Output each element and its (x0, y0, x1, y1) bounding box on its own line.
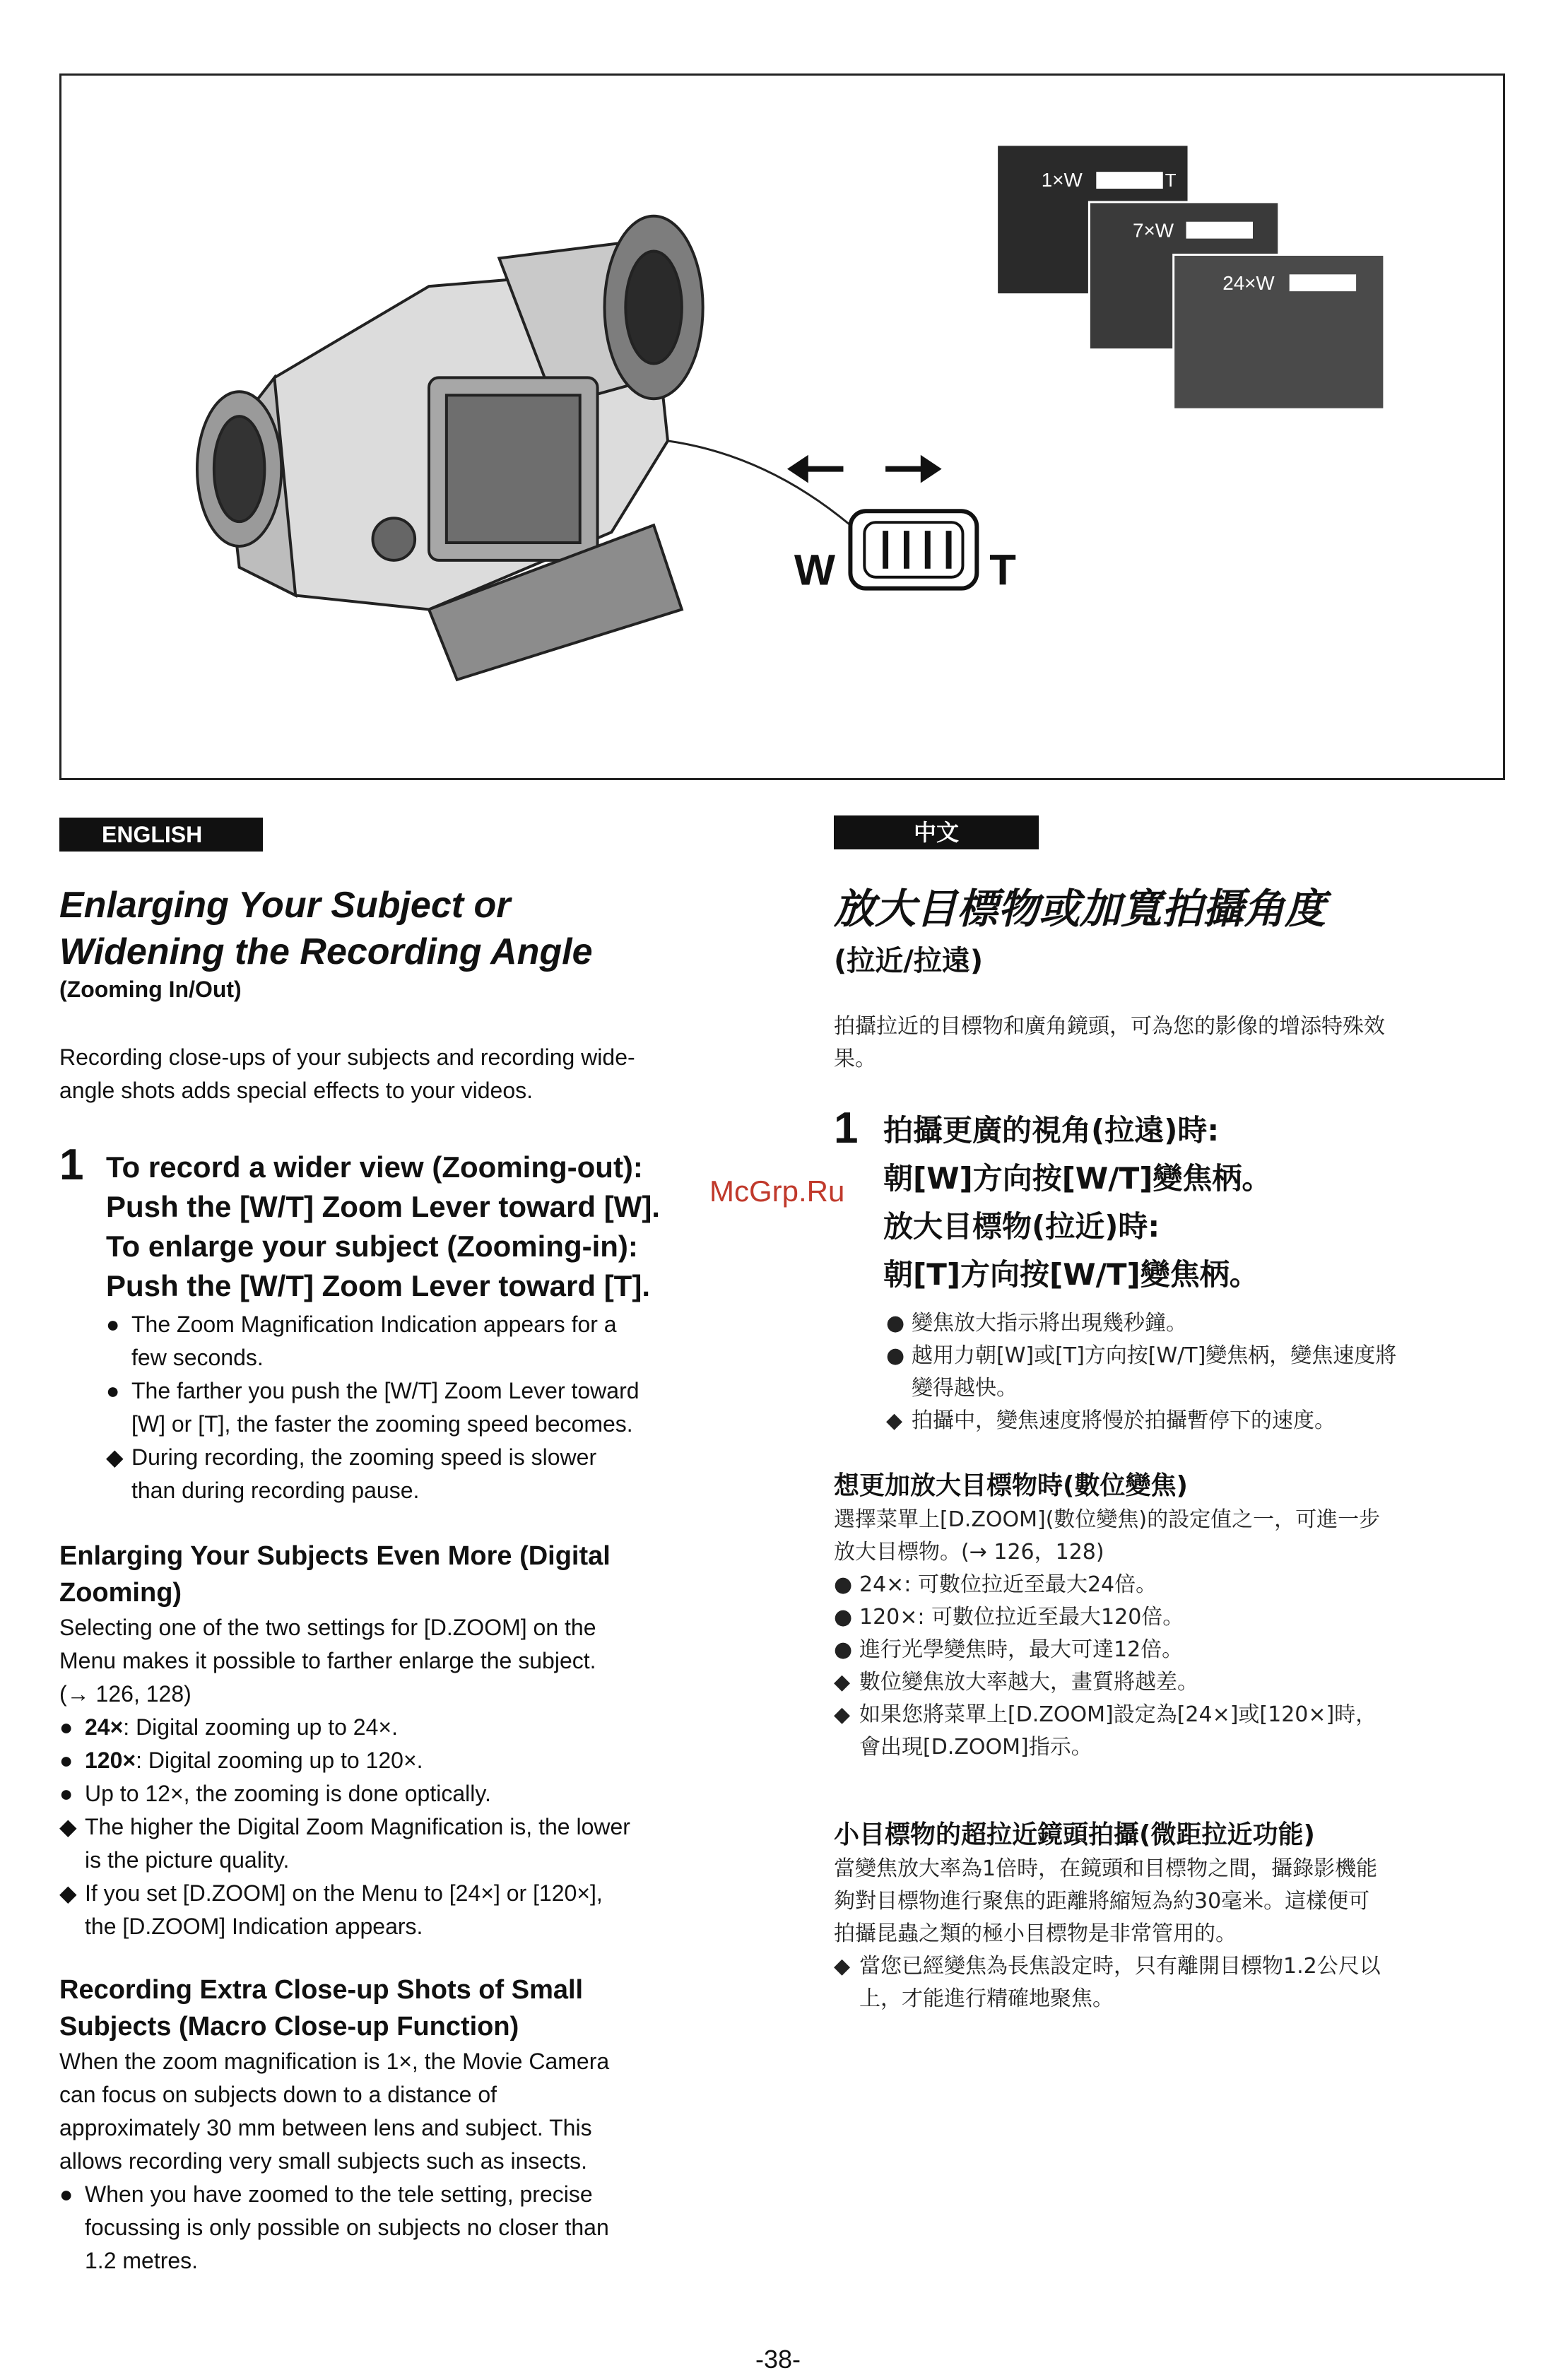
chinese-macro-body-line3: 拍攝昆蟲之類的極小目標物是非常管用的。 (834, 1921, 1237, 1946)
chinese-step-line2: 朝[W]方向按[W/T]變焦柄。 (883, 1161, 1272, 1196)
digital-zoom-heading-line2: Zooming) (59, 1578, 182, 1608)
chinese-step-line4: 朝[T]方向按[W/T]變焦柄。 (883, 1257, 1259, 1292)
english-step-number: 1 (59, 1141, 84, 1189)
camera-illustration (59, 73, 1505, 780)
english-intro (59, 1041, 738, 1107)
list-item: ● 120×: 可數位拉近至最大120倍。 (834, 1605, 1184, 1630)
chinese-intro-line2: 果。 (834, 1047, 876, 1071)
chinese-label: 中文 (913, 819, 959, 846)
digital-zoom-section (59, 1538, 738, 1943)
list-item: ● 24×: Digital zooming up to 24×. (59, 1714, 398, 1740)
macro-body-line4: allows recording very small subjects such as insects. (59, 2148, 587, 2174)
english-step-line2: Push the [W/T] Zoom Lever toward [W]. (106, 1190, 660, 1223)
chinese-intro (834, 1011, 1512, 1076)
digital-zoom-body-line1: Selecting one of the two settings for [D.ZOOM] on the (59, 1615, 596, 1640)
macro-heading-line1: Recording Extra Close-up Shots of Small (59, 1975, 584, 2005)
zoom-screens (998, 146, 1384, 409)
chinese-subtitle: (拉近/拉遠) (834, 945, 984, 977)
digital-zoom-heading-line1: Enlarging Your Subjects Even More (Digital (59, 1541, 611, 1571)
zoom-label-1x: 1×W (1041, 169, 1083, 192)
english-step-line3: To enlarge your subject (Zooming-in): (106, 1230, 638, 1263)
page-number: -38- (755, 2345, 801, 2374)
chinese-step-notes (883, 1307, 1512, 1437)
list-item: ● The Zoom Magnification Indication appears for a few seconds. (106, 1312, 617, 1370)
chinese-step-line1: 拍攝更廣的視角(拉遠)時: (883, 1113, 1220, 1148)
chinese-macro-body-line1: 當變焦放大率為1倍時，在鏡頭和目標物之間，攝錄影機能 (834, 1856, 1378, 1881)
chinese-section-bar (834, 815, 1039, 849)
lever-t-label: T (989, 546, 1016, 595)
list-item: ● 變焦放大指示將出現幾秒鐘。 (886, 1311, 1187, 1336)
lever-w-label: W (794, 546, 836, 595)
list-item: ◆ 當您已經變焦為長焦設定時，只有離開目標物1.2公尺以 上，才能進行精確地聚焦。 (834, 1954, 1381, 2011)
macro-heading-line2: Subjects (Macro Close-up Function) (59, 2012, 519, 2042)
macro-body-line2: can focus on subjects down to a distance of (59, 2082, 497, 2107)
english-subtitle: (Zooming In/Out) (59, 977, 242, 1002)
english-title-line1: Enlarging Your Subject or (59, 885, 511, 926)
english-step-instructions (106, 1148, 742, 1306)
english-section-bar (59, 818, 263, 852)
macro-section (59, 1972, 738, 2278)
english-step-notes (103, 1308, 739, 1507)
english-title-line2: Widening the Recording Angle (59, 931, 593, 972)
list-item: ● 越用力朝[W]或[T]方向按[W/T]變焦柄，變焦速度將 變得越快。 (886, 1343, 1397, 1401)
list-item: ◆ 數位變焦放大率越大，畫質將越差。 (834, 1670, 1198, 1695)
macro-body-line3: approximately 30 mm between lens and subject. This (59, 2115, 592, 2140)
list-item: ● 進行光學變焦時，最大可達12倍。 (834, 1637, 1184, 1662)
list-item: ◆ 如果您將菜單上[D.ZOOM]設定為[24×]或[120×]時， 會出現[D.ZOOM]指示。 (834, 1702, 1377, 1760)
english-label: ENGLISH (102, 822, 203, 847)
chinese-digital-section (834, 1468, 1512, 1764)
chinese-title-block (834, 883, 1512, 981)
digital-zoom-body-line2: Menu makes it possible to farther enlarge the subject. (59, 1648, 596, 1673)
list-item: ● 120×: Digital zooming up to 120×. (59, 1748, 423, 1773)
list-item: ● The farther you push the [W/T] Zoom Lever toward [W] or [T], the faster the zooming speed becomes. (106, 1378, 640, 1437)
english-intro-line1: Recording close-ups of your subjects and recording wide- (59, 1044, 635, 1070)
watermark: McGrp.Ru (709, 1174, 845, 1208)
list-item: ● 24×: 可數位拉近至最大24倍。 (834, 1572, 1157, 1597)
list-item: ◆ During recording, the zooming speed is slower than during recording pause. (106, 1444, 597, 1503)
english-step-line1: To record a wider view (Zooming-out): (106, 1150, 643, 1184)
macro-body-line1: When the zoom magnification is 1×, the Movie Camera (59, 2049, 610, 2074)
english-title-block (59, 882, 738, 1003)
list-item: ● When you have zoomed to the tele setting, precise focussing is only possible on subjects no closer than 1.2 metres. (59, 2181, 609, 2273)
chinese-macro-section (834, 1818, 1512, 2015)
chinese-digital-body-line1: 選擇菜單上[D.ZOOM](數位變焦)的設定值之一，可進一步 (834, 1507, 1381, 1532)
english-step-line4: Push the [W/T] Zoom Lever toward [T]. (106, 1269, 650, 1302)
chinese-macro-body-line2: 夠對目標物進行聚焦的距離將縮短為約30毫米。這樣便可 (834, 1889, 1370, 1914)
zoom-label-7x: 7×W (1133, 219, 1174, 242)
camcorder-drawing (197, 216, 850, 680)
chinese-title: 放大目標物或加寬拍攝角度 (834, 885, 1326, 933)
digital-zoom-body-line3: (→ 126, 128) (59, 1681, 191, 1707)
chinese-digital-heading: 想更加放大目標物時(數位變焦) (834, 1471, 1188, 1500)
chinese-digital-body-line2: 放大目標物。(→ 126，128) (834, 1540, 1104, 1565)
chinese-macro-heading: 小目標物的超拉近鏡頭拍攝(微距拉近功能) (834, 1820, 1315, 1849)
zoom-lever-diagram (787, 455, 1016, 595)
chinese-step-number: 1 (834, 1104, 859, 1153)
chinese-step-line3: 放大目標物(拉近)時: (883, 1209, 1160, 1244)
chinese-step-instructions (883, 1107, 1505, 1299)
zoom-label-24x: 24×W (1222, 272, 1275, 295)
english-intro-line2: angle shots adds special effects to your videos. (59, 1078, 534, 1103)
list-item: ● Up to 12×, the zooming is done optically. (59, 1781, 491, 1806)
chinese-intro-line1: 拍攝拉近的目標物和廣角鏡頭，可為您的影像的增添特殊效 (834, 1014, 1385, 1039)
camcorder-zoom-diagram (61, 76, 1503, 778)
list-item: ◆ 拍攝中，變焦速度將慢於拍攝暫停下的速度。 (886, 1408, 1336, 1433)
list-item: ◆ The higher the Digital Zoom Magnification is, the lower is the picture quality. (59, 1814, 630, 1873)
zoom-tele-mark: T (1165, 171, 1177, 192)
list-item: ◆ If you set [D.ZOOM] on the Menu to [24×] or [120×], the [D.ZOOM] Indication appears. (59, 1880, 603, 1939)
